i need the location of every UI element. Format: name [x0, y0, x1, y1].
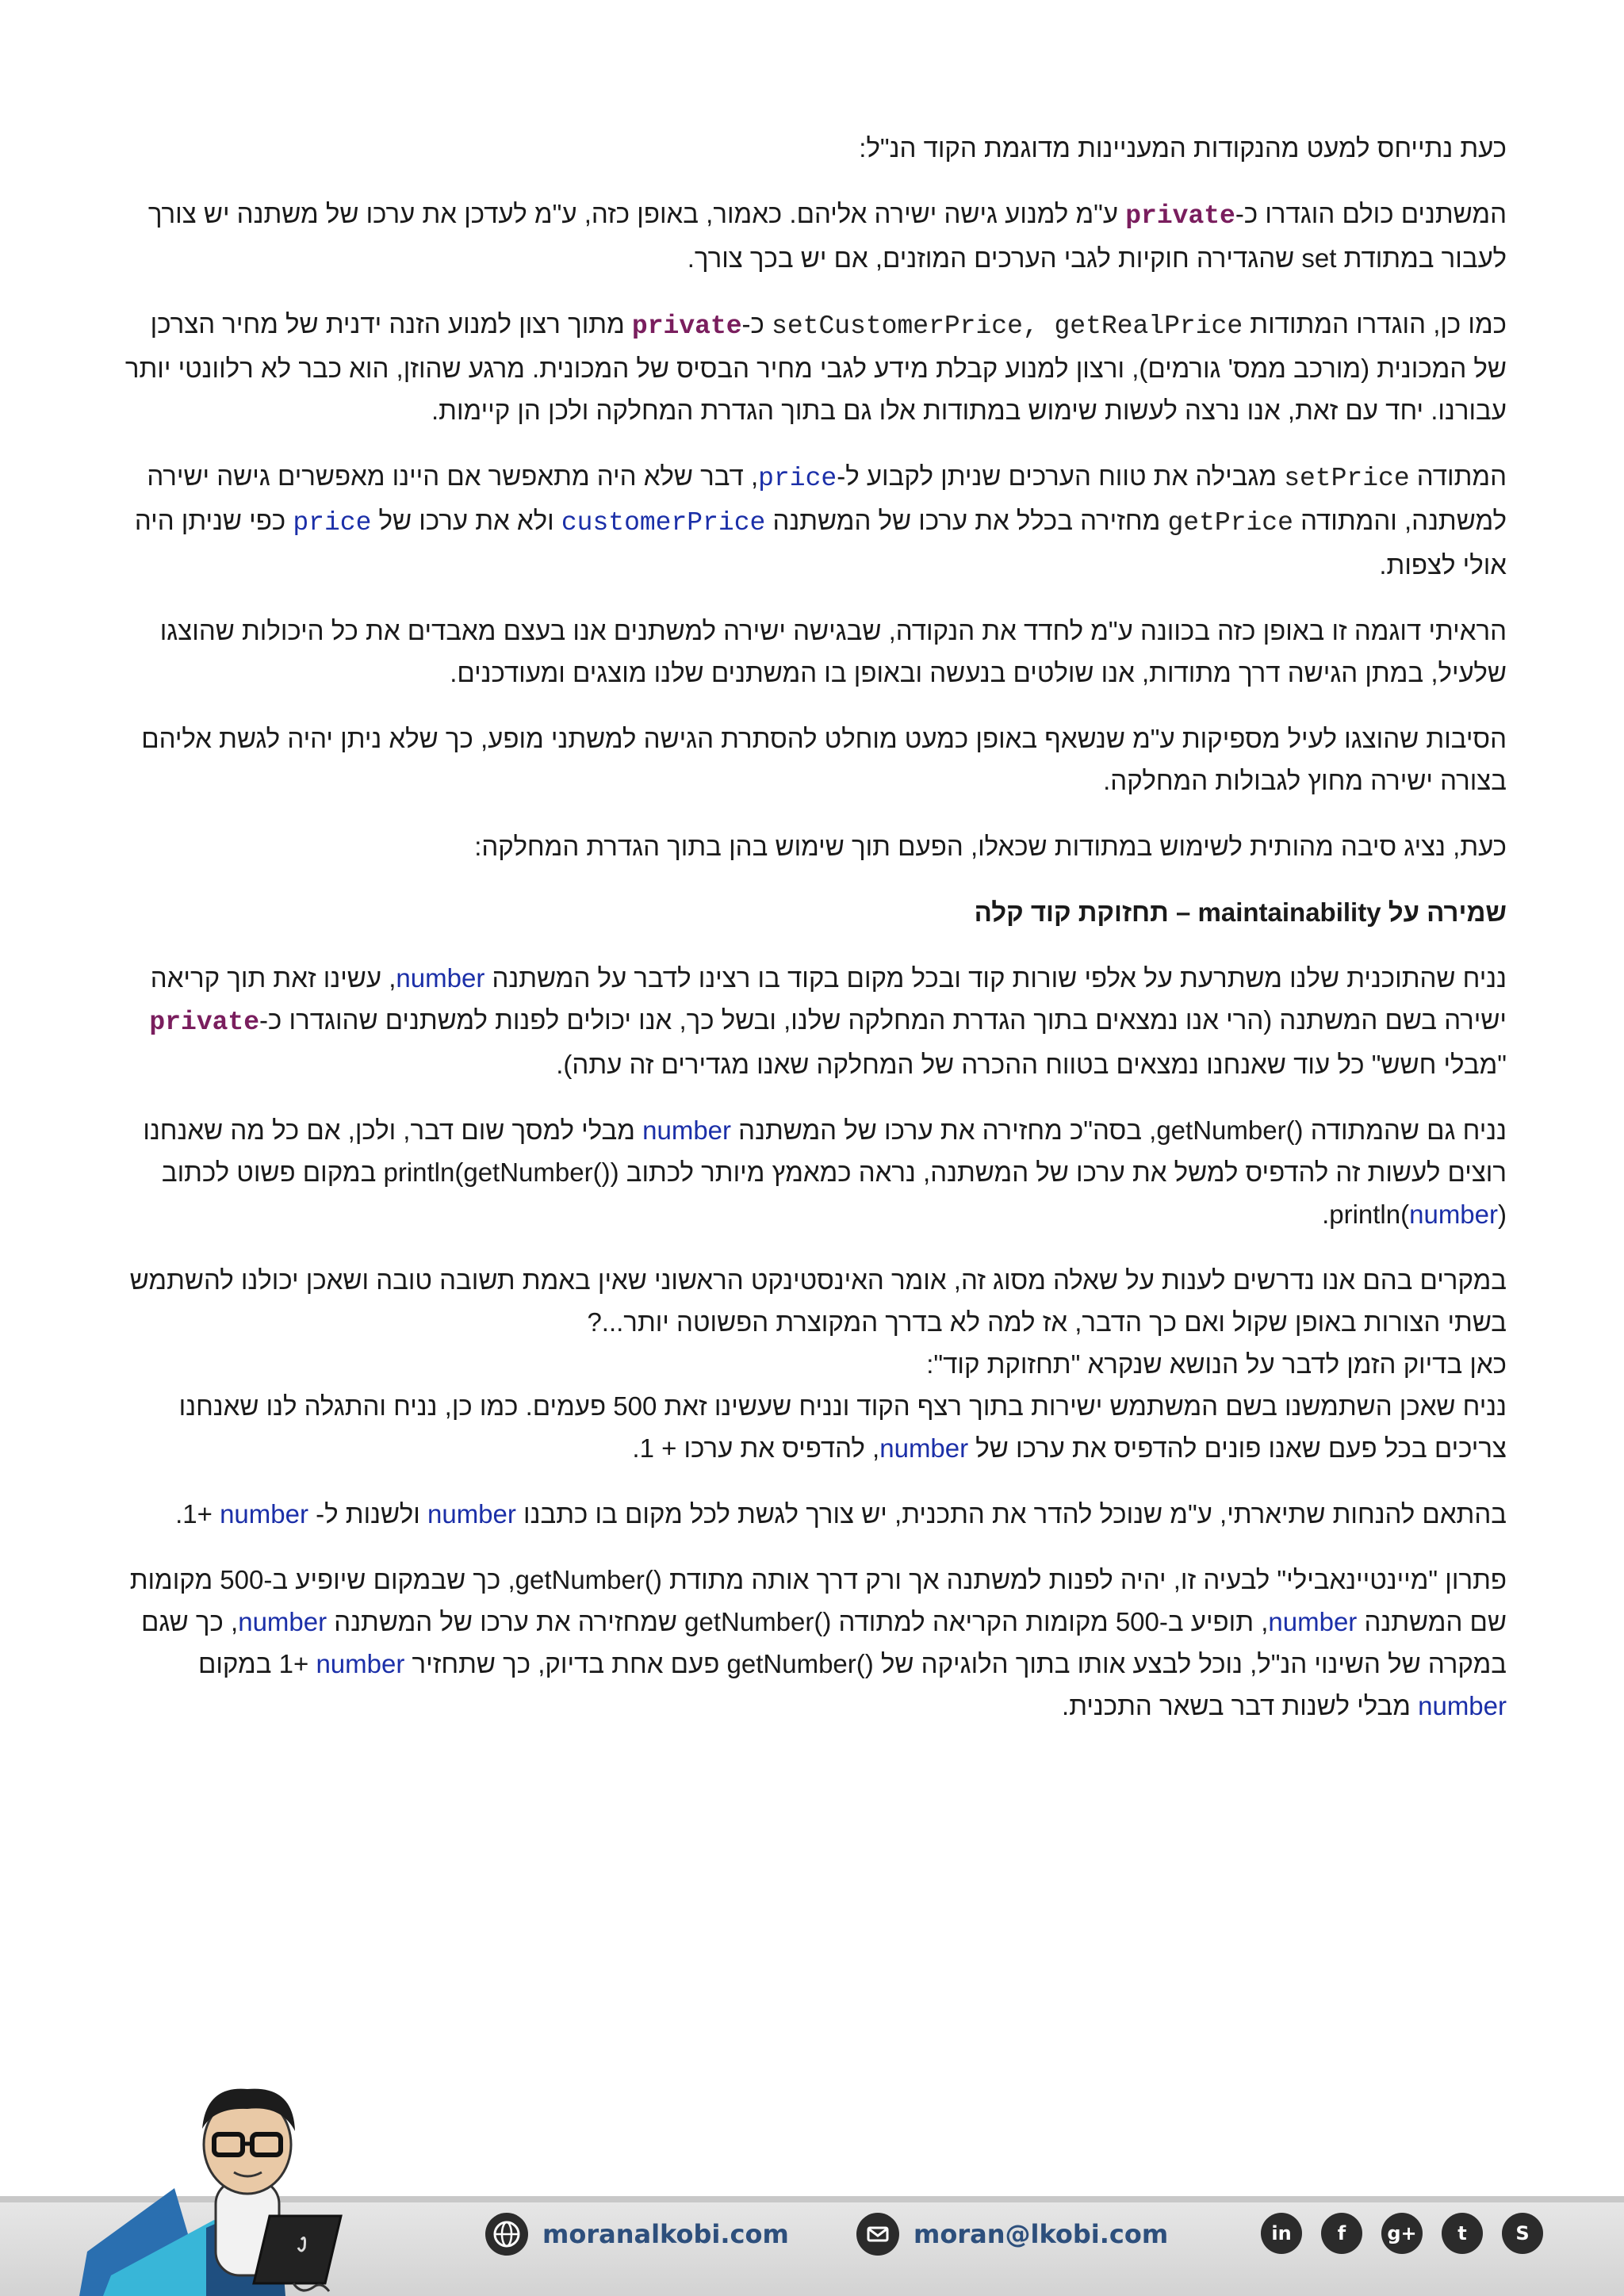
- text: מתוך רצון למנוע הזנה ידנית של מחיר הצרכן של המכונית (מורכב ממס' גורמים), ורצון למנוע קבלת מידע לגבי מחיר הבסיס של המכונית. מרגע שהוזן, הוא כבר לא רלוונטי יותר עבורנו. יחד עם זאת, אנו נרצה לעשות שימוש במתודות אלו גם בתוך הגדרת המחלקה ולכן הן קיימות.: [124, 309, 1507, 425]
- text: , בסה"כ מחזירה את ערכו של המשתנה: [731, 1115, 1157, 1145]
- var-number: number: [879, 1433, 969, 1463]
- code-println-getnumber: println(getNumber()): [383, 1158, 619, 1187]
- text: מגבילה את טווח הערכים שניתן לקבוע ל-: [837, 461, 1285, 491]
- skype-icon[interactable]: S: [1502, 2213, 1543, 2254]
- text: המשתנים כולם הוגדרו כ-: [1235, 199, 1507, 228]
- text: נניח שאכן השתמשנו בשם המשתמש ישירות בתוך רצף הקוד ונניח שעשינו זאת 500 פעמים. כמו כן, נניח והתגלה לנו שאנחנו צריכים בכל פעם שאנו פונים להדפיס את ערכו של: [178, 1391, 1507, 1463]
- text: כ-: [741, 309, 772, 339]
- section-heading: שמירה על maintainability – תחזוקת קוד קלה: [974, 897, 1507, 927]
- paragraph-private-methods: [117, 303, 1507, 431]
- globe-icon: [485, 2213, 528, 2256]
- text: +1 במקום: [197, 1649, 316, 1678]
- paragraph-assumption: [117, 957, 1507, 1085]
- text: כפי שניתן היה אולי לצפות.: [134, 506, 1507, 580]
- paragraph-private-fields: [117, 193, 1507, 279]
- text: כאן בדיוק הזמן לדבר על הנושא שנקרא "תחזוקת קוד":: [926, 1349, 1507, 1379]
- code-println-number: [1329, 1200, 1507, 1229]
- text: המתודה: [1409, 461, 1507, 491]
- email-icon: [856, 2213, 899, 2256]
- footer-email[interactable]: [856, 2210, 1168, 2258]
- text: "מבלי חשש" כל עוד שאנחנו נמצאים בטווח ההכרה של המחלקה שאנו מגדירים זה עתה).: [556, 1050, 1507, 1079]
- text: ): [1498, 1200, 1507, 1229]
- google-plus-icon[interactable]: g+: [1381, 2213, 1423, 2254]
- document-body: [117, 127, 1507, 1751]
- text: פתרון "מיינטיינאבילי" לבעיה זו, יהיה לפנות למשתנה אך ורק דרך אותה מתודת: [661, 1565, 1507, 1594]
- text: .: [1322, 1200, 1330, 1229]
- var-customerprice: customerPrice: [561, 508, 766, 538]
- var-number: number: [220, 1499, 308, 1529]
- var-number: number: [1409, 1200, 1498, 1229]
- code-getnumber: getNumber(): [515, 1565, 662, 1594]
- social-icons: [1261, 2213, 1562, 2254]
- code-getnumber: getNumber(): [684, 1607, 832, 1636]
- code-getprice: getPrice: [1167, 508, 1293, 538]
- website-link[interactable]: moranalkobi.com: [542, 2219, 789, 2249]
- var-number: number: [316, 1649, 405, 1678]
- text: , תופיע ב-500 מקומות הקריאה למתודה: [831, 1607, 1269, 1636]
- text: במקרים בהם אנו נדרשים לענות על שאלה מסוג זה, אומר האינסטינקט הראשוני שאין באמת תשובה טובה ושאכן יכולנו להשתמש בשתי הצורות באופן שקול ואם כך הדבר, אז למה לא בדרך המקוצרת הפשוטה יותר...?: [129, 1265, 1507, 1337]
- paragraph-example-purpose: הראיתי דוגמה זו באופן כזה בכוונה ע"מ לחדד את הנקודה, שבגישה ישירה למשתנים אנו בעצם מאבדים את כל היכולות שהוצגו שלעיל, במתן הגישה דרך מתודות, אנו שולטים בנעשה ובאופן בו המשתנים שלנו מוצגים ומעודכנים.: [159, 616, 1507, 687]
- var-price: price: [293, 508, 372, 538]
- text: , עשינו זאת תוך קריאה ישירה בשם המשתנה (הרי אנו נמצאים בתוך הגדרת המחלקה שלנו, ובשל כך, אנו יכולים לפנות למשתנים שהוגדרו כ-: [150, 963, 1507, 1035]
- email-link[interactable]: moran@lkobi.com: [914, 2219, 1169, 2249]
- paragraph-reasons: הסיבות שהוצגו לעיל מספיקות ע"מ שנשאף באופן כמעט מוחלט להסתרת הגישה למשתני מופע, כך שלא ניתן יהיה לגשת אליהם בצורה ישירה מחוץ לגבולות המחלקה.: [141, 724, 1507, 795]
- paragraph-intro: כעת נתייחס למעט מהנקודות המעניינות מדוגמת הקוד הנ"ל:: [859, 133, 1507, 163]
- laptop-icon: [254, 2216, 341, 2283]
- var-price: price: [758, 464, 837, 493]
- code-getnumber: getNumber(): [726, 1649, 874, 1678]
- keyword-private: private: [631, 312, 742, 341]
- var-number: number: [1268, 1607, 1358, 1636]
- text: +1.: [175, 1499, 220, 1529]
- text: ולשנות ל-: [308, 1499, 427, 1529]
- text: , להדפיס את ערכו + 1.: [632, 1433, 880, 1463]
- paragraph-compile: [117, 1493, 1507, 1535]
- var-number: number: [642, 1115, 732, 1145]
- var-number: number: [396, 963, 485, 993]
- text: בהתאם להנחות שתיארתי, ע"מ שנוכל להדר את התכנית, יש צורך לגשת לכל מקום בו כתבנו: [515, 1499, 1507, 1529]
- facebook-icon[interactable]: f: [1321, 2213, 1362, 2254]
- text: שמחזירה את ערכו של המשתנה: [327, 1607, 685, 1636]
- text: במקום פשוט לכתוב: [161, 1158, 384, 1187]
- text: נניח שהתוכנית שלנו משתרעת על אלפי שורות קוד ובכל מקום בקוד בו רצינו לדבר על המשתנה: [485, 963, 1507, 993]
- text: מבלי לשנות דבר בשאר התכנית.: [1062, 1691, 1419, 1720]
- twitter-icon[interactable]: t: [1442, 2213, 1483, 2254]
- text: println(: [1329, 1200, 1410, 1229]
- text: ע"מ למנוע גישה ישירה אליהם. כאמור, באופן כזה, ע"מ לעדכן את ערכו של משתנה יש צורך לעבור במתודת set שהגדירה חוקיות לגבי הערכים המוזנים, אם יש בכך צורך.: [147, 199, 1507, 273]
- keyword-private: private: [149, 1008, 260, 1037]
- text: מבלי למסך שום דבר, ולכן, אם כל מה שאנחנו רוצים לעשות זה להדפיס למשל את ערכו של המשתנה, נראה כמאמץ מיותר לכתוב: [143, 1115, 1507, 1187]
- keyword-private: private: [1125, 201, 1235, 231]
- var-number: number: [1418, 1691, 1507, 1720]
- paragraph-getnumber: [117, 1109, 1507, 1235]
- paragraph-maintenance: [117, 1259, 1507, 1469]
- text: , דבר שלא היה מתאפשר אם היינו מאפשרים גישה ישירה למשתנה, והמתודה: [147, 461, 1507, 535]
- text: , כך שבמקום שיופיע ב-500 מקומות שם המשתנה: [129, 1565, 1507, 1636]
- text: , כך שגם במקרה של השינוי הנ"ל, נוכל לבצע אותו בתוך הלוגיקה של: [140, 1607, 1507, 1678]
- footer-website[interactable]: [485, 2210, 789, 2258]
- linkedin-icon[interactable]: in: [1261, 2213, 1302, 2254]
- paragraph-solution: [117, 1559, 1507, 1727]
- text: ולא את ערכו של: [371, 506, 561, 535]
- text: מחזירה בכלל את ערכו של המשתנה: [765, 506, 1168, 535]
- code-setprice: setPrice: [1284, 464, 1410, 493]
- text: פעם אחת בדיוק, כך שתחזיר: [404, 1649, 727, 1678]
- var-number: number: [427, 1499, 516, 1529]
- text: נניח גם שהמתודה: [1303, 1115, 1507, 1145]
- paragraph-next-reason: כעת, נציג סיבה מהותית לשימוש במתודות שכאלו, הפעם תוך שימוש בהן בתוך הגדרת המחלקה:: [474, 832, 1507, 861]
- code-method-names: setCustomerPrice, getRealPrice: [772, 312, 1243, 341]
- code-getnumber: getNumber(): [1156, 1115, 1304, 1145]
- text: כמו כן, הוגדרו המתודות: [1243, 309, 1507, 339]
- author-avatar-illustration: [79, 2069, 412, 2296]
- paragraph-setprice: [117, 455, 1507, 586]
- var-number: number: [238, 1607, 327, 1636]
